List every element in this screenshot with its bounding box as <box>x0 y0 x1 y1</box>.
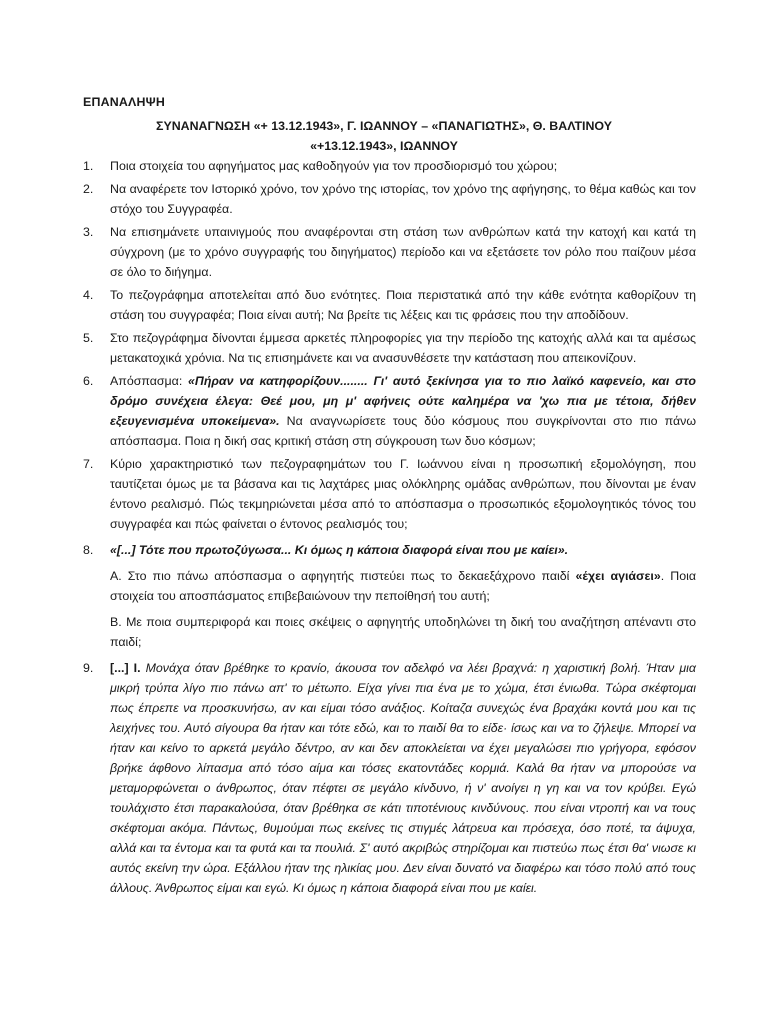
question-item <box>83 328 696 368</box>
question-text: Να αναφέρετε τον Ιστορικό χρόνο, τον χρόνο της ιστορίας, τον χρόνο της αφήγησης, το θέμα καθώς και τον στόχο του Συγγραφέα. <box>110 182 696 216</box>
question-number: 6. <box>83 374 94 388</box>
question-text: Ποια στοιχεία του αφηγήματος μας καθοδηγούν για τον προσδιορισμό του χώρου; <box>110 159 558 173</box>
question-item <box>83 179 696 219</box>
question-text: Κύριο χαρακτηριστικό των πεζογραφημάτων του Γ. Ιωάννου είναι η προσωπική εξομολόγηση, που ταυτίζεται όμως με τα βάσανα και τις λαχτάρες μιας ολόκληρης ομάδας ανθρώπων, που δίνονται με έναν έντονο ρεαλισμό. Πώς τεκμηριώνεται μέσα από το απόσπασμα ο προσωπικός εξομολογητικός τόνος του συγγραφέα και πώς φαίνεται ο έντονος ρεαλισμός του; <box>110 457 696 531</box>
sub-question-b: Β. Με ποια συμπεριφορά και ποιες σκέψεις ο αφηγητής υποδηλώνει τη δική του αναζήτηση απέναντι στο παιδί; <box>110 615 696 649</box>
quoted-excerpt: Μονάχα όταν βρέθηκε το κρανίο, άκουσα τον αδελφό να λέει βραχνά: η χαριστική βολή. Ήταν μια μικρή τρύπα λίγο πιο πάνω απ' το μέτωπο. Είχα γίνει πια ένα με το χώμα, έτσι ένιωθα. Τώρα σκέφτομαι πως έπρεπε να προσκυνήσω, αν και είμαι τόσο ανάξιος. Κοίταζα συνεχώς ένα βραχάκι κοντά μου και τις λειχήνες του. Αυτό σίγουρα θα ήταν και τότε εδώ, και το παιδί θα το είδε· ίσως και να το ζήλεψε. Μπορεί να ήταν και κείνο το αρκετά μεγάλο δέντρο, αν και δεν αποκλείεται να έχει μεγαλώσει πιο γρήγορα, εφόσον βρήκε άφθονο λίπασμα από τόσο αίμα και τόσες εκατοντάδες κορμιά. Καλά θα ήταν να μπορούσε να μεταμορφώνεται ο άνθρωπος, όταν πέφτει σε μεγάλο κίνδυνο, ή ν' ανοίγει η γη και να τον κρύβει. Εγώ τουλάχιστο έτσι παρακαλούσα, όταν βρέθηκα σε κάτι τιποτένιους κινδύνους. που είναι ντροπή και να τους σκέφτομαι ακόμα. Πάντως, θυμούμαι πως εκείνες τις στιγμές λάτρευα και πρόσεχα, όσο ποτέ, τα άψυχα, αλλά και τα έντομα και τα φυτά και τα πουλιά. Σ' αυτό ακριβώς στηρίζομαι και πιστεύω πως έτσι θα' νιωσε κι αυτός εκείνη την ώρα. Εξάλλου ήταν της ηλικίας μου. Δεν είναι δυνατό να διαφέρω και τόσο πολύ από τους άλλους. Άνθρωπος είμαι και εγώ. Κι όμως η κάποια διαφορά είναι που με καίει. <box>110 661 696 895</box>
question-item <box>83 156 696 176</box>
question-number: 1. <box>83 159 94 173</box>
question-number: 3. <box>83 225 94 239</box>
document-heading: ΕΠΑΝΑΛΗΨΗ <box>83 95 166 109</box>
question-text: Να επισημάνετε υπαινιγμούς που αναφέρονται στη στάση των ανθρώπων κατά την κατοχή και κατά τη σύγχρονη (με το χρόνο συγγραφής του διηγήματος) περίοδο και να εξετάσετε τον ρόλο που παίζουν μέσα σε όλο το διήγημα. <box>110 225 696 279</box>
question-number: 2. <box>83 182 94 196</box>
sub-question-a-tail: . Ποια στοιχεία του αποσπάσματος επιβεβαιώνουν την πεποίθησή του αυτή; <box>110 569 697 603</box>
quoted-excerpt: «[...] Τότε που πρωτοζύγωσα... Κι όμως η κάποια διαφορά είναι που με καίει». <box>110 543 569 557</box>
document-title-line-1: ΣΥΝΑΝΑΓΝΩΣΗ «+ 13.12.1943», Γ. ΙΩΑΝΝΟΥ – «ΠΑΝΑΓΙΩΤΗΣ», Θ. ΒΑΛΤΙΝΟΥ <box>156 119 612 133</box>
question-text: Να αναγνωρίσετε τους δύο κόσμους που συγκρίνονται στο πιο πάνω απόσπασμα. Ποια η δική σας κριτική στάση στη σύγκρουση των δυο κόσμων; <box>110 414 696 448</box>
sub-question-a <box>110 566 696 606</box>
sub-question-a-text: Α. Στο πιο πάνω απόσπασμα ο αφηγητής πιστεύει πως το δεκαεξάχρονο παιδί <box>110 569 576 583</box>
question-item <box>83 540 696 652</box>
question-item <box>83 454 696 534</box>
question-text: Το πεζογράφημα αποτελείται από δυο ενότητες. Ποια περιστατικά από την κάθε ενότητα καθορίζουν τη στάση του συγγραφέα; Ποια είναι αυτή; Να βρείτε τις λέξεις και τις φράσεις που την αποδίδουν. <box>110 288 696 322</box>
document-title-line-2: «+13.12.1943», ΙΩΑΝΝΟΥ <box>310 139 458 153</box>
sub-question-a-quote: «έχει αγιάσει» <box>575 569 661 583</box>
question-item <box>83 285 696 325</box>
quoted-excerpt: «Πήραν να κατηφορίζουν........ Γι' αυτό ξεκίνησα για το πιο λαϊκό καφενείο, και στο δρόμο συνέχεια έλεγα: Θεέ μου, μη μ' αφήνεις ούτε καλημέρα να 'χω πια με τέτοια, δήθεν εξευγενισμένα υποκείμενα». <box>110 374 696 428</box>
question-text: Στο πεζογράφημα δίνονται έμμεσα αρκετές πληροφορίες για την περίοδο της κατοχής αλλά και τα αμέσως μετακατοχικά χρόνια. Να τις επισημάνετε και να ανασυνθέσετε την κατάσταση που απεικονίζουν. <box>110 331 696 365</box>
question-number: 7. <box>83 457 94 471</box>
question-number: 5. <box>83 331 94 345</box>
question-list <box>83 156 696 901</box>
question-number: 9. <box>83 661 94 675</box>
question-number: 8. <box>83 543 94 557</box>
question-item <box>83 658 696 898</box>
question-item <box>83 222 696 282</box>
question-lead: [...] Ι. <box>110 661 146 675</box>
question-item <box>83 371 696 451</box>
question-lead: Απόσπασμα: <box>110 374 189 388</box>
question-number: 4. <box>83 288 94 302</box>
